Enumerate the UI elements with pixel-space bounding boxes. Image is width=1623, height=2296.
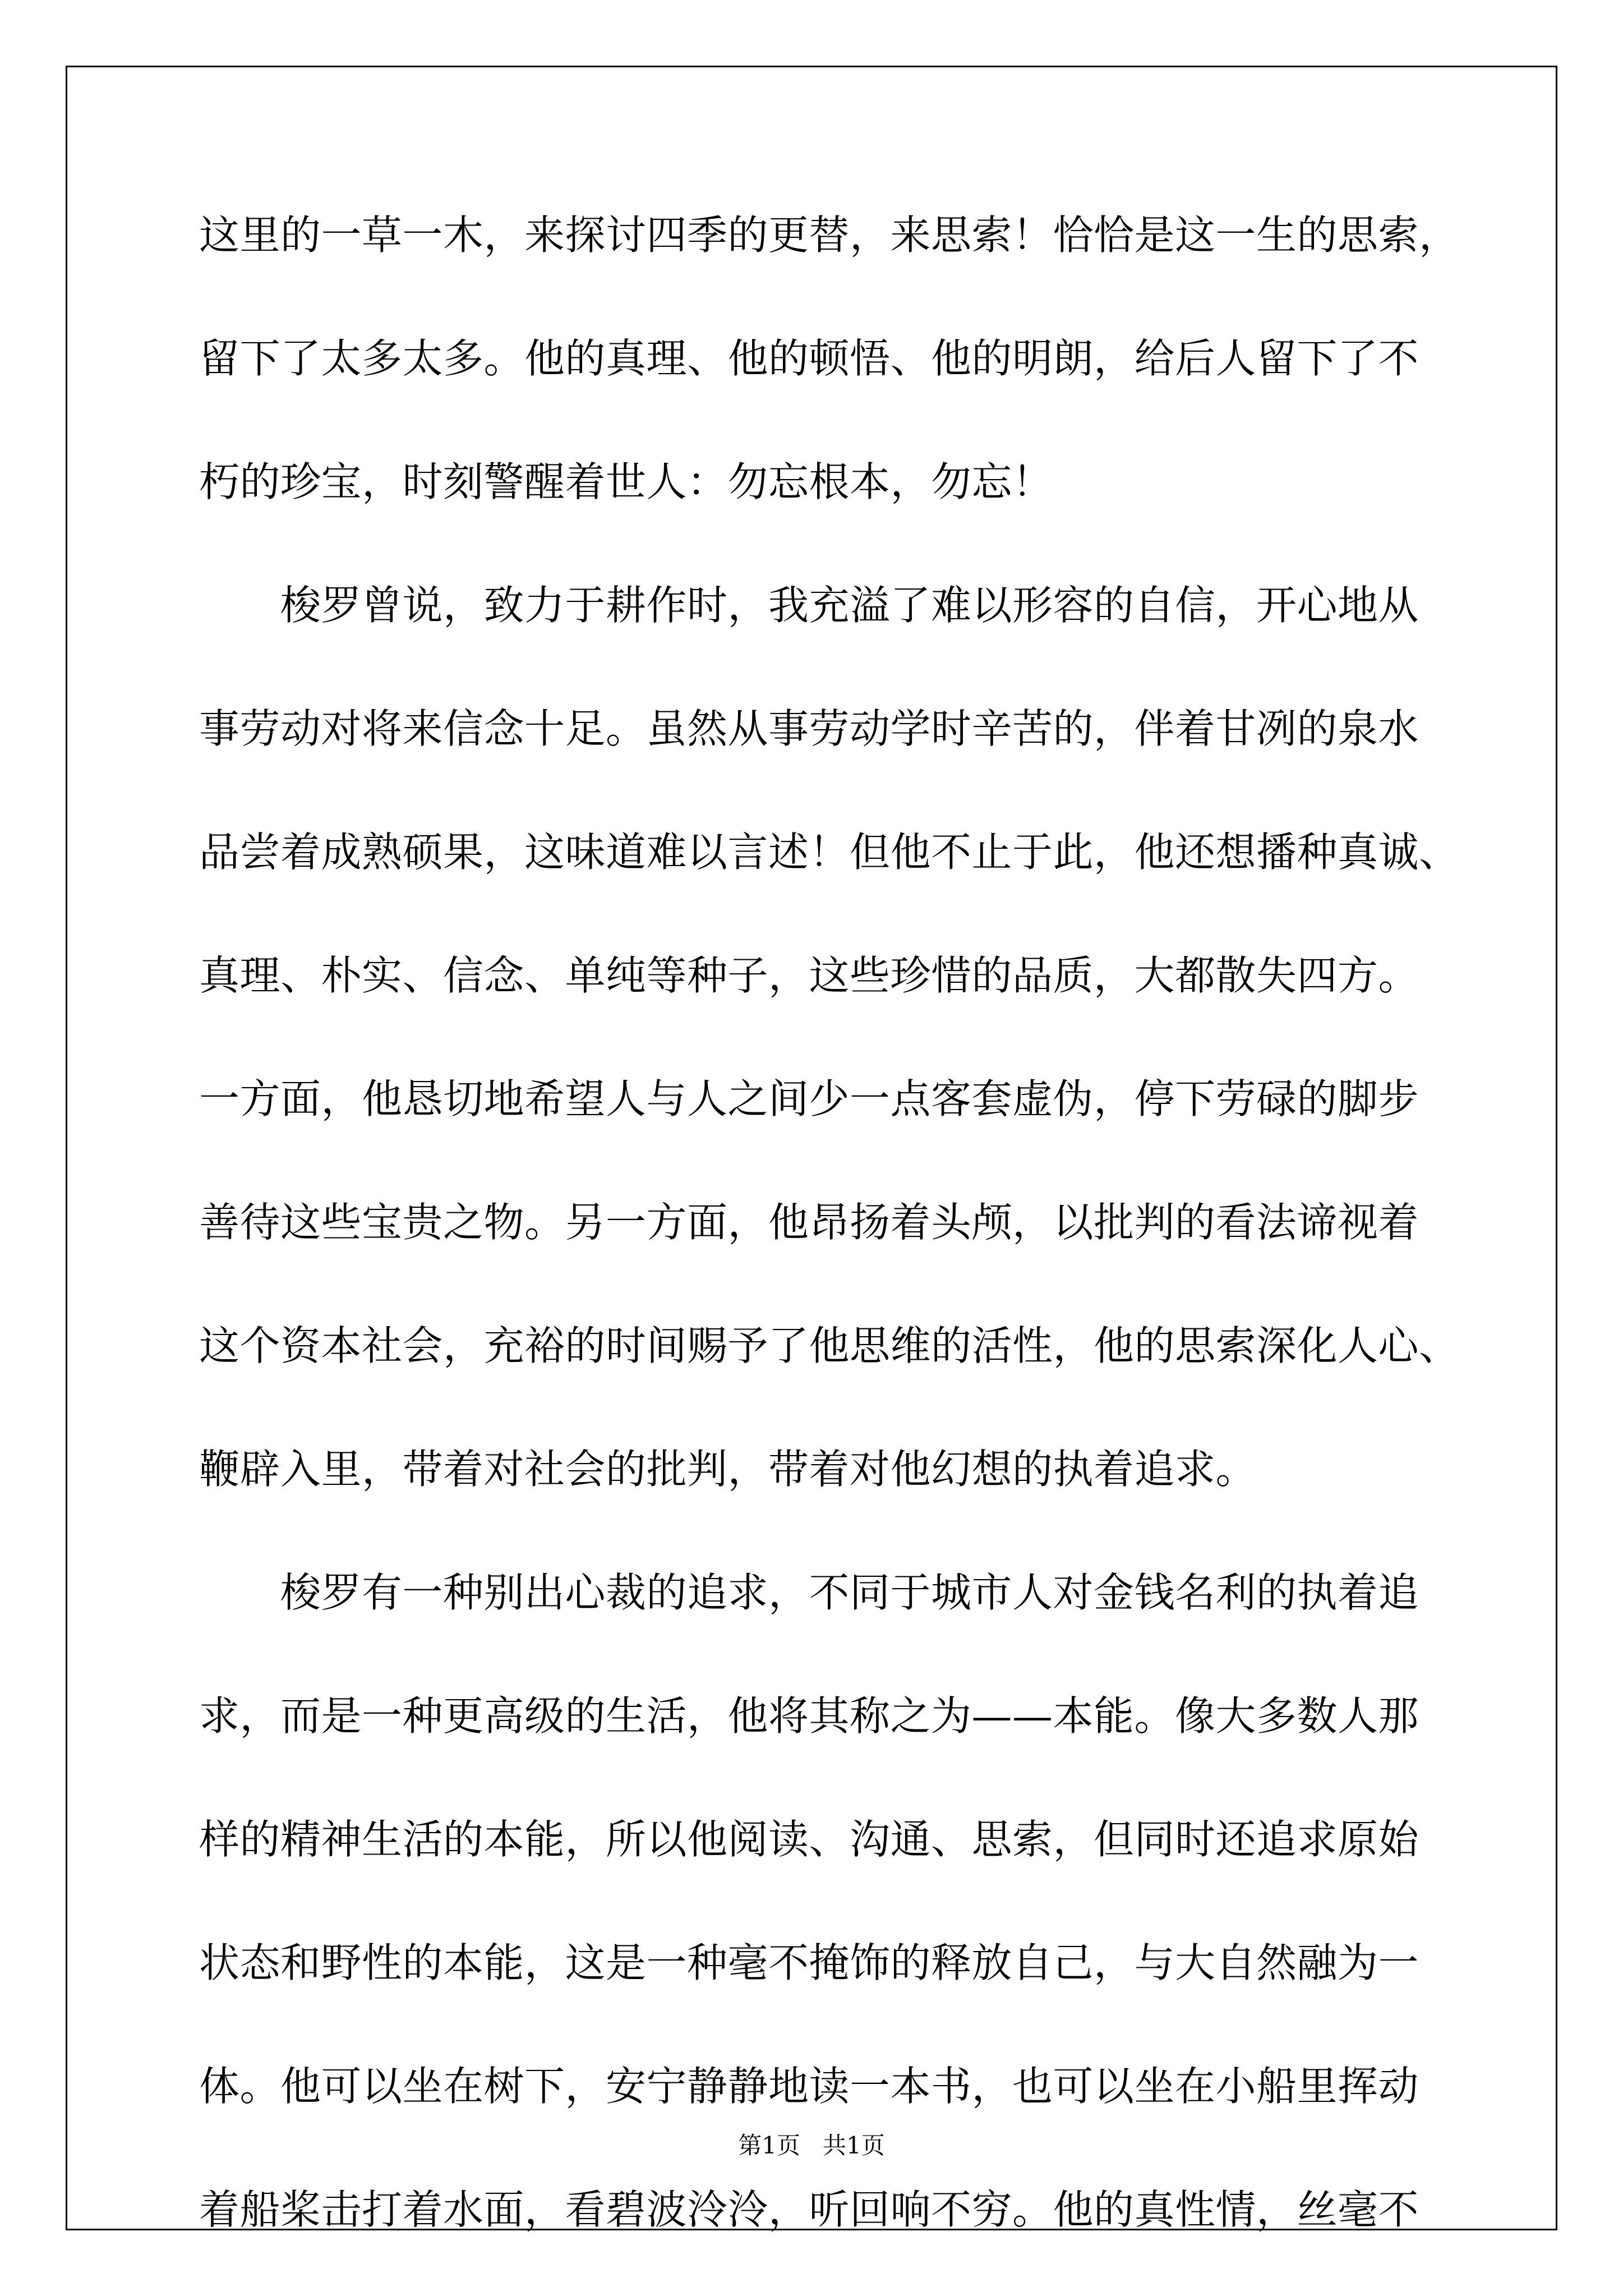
text-line: 留下了太多太多。他的真理、他的顿悟、他的明朗，给后人留下了不 [199,335,1419,382]
text-line: 一方面，他恳切地希望人与人之间少一点客套虚伪，停下劳碌的脚步 [199,1075,1419,1122]
text-line: 样的精神生活的本能，所以他阅读、沟通、思索，但同时还追求原始 [199,1816,1419,1863]
text-line: 这个资本社会，充裕的时间赐予了他思维的活性，他的思索深化人心、 [199,1322,1460,1369]
text-line: 求，而是一种更高级的生活，他将其称之为——本能。像大多数人那 [199,1692,1419,1740]
text-line: 鞭辟入里，带着对社会的批判，带着对他幻想的执着追求。 [199,1446,1257,1493]
text-line: 梭罗曾说，致力于耕作时，我充溢了难以形容的自信，开心地从 [199,582,1419,629]
text-line: 品尝着成熟硕果，这味道难以言述！但他不止于此，他还想播种真诚、 [199,829,1460,876]
text-line: 状态和野性的本能，这是一种毫不掩饰的释放自己，与大自然融为一 [199,1939,1419,1986]
text-line: 朽的珍宝，时刻警醒着世人：勿忘根本，勿忘！ [199,458,1053,505]
text-line: 这里的一草一木，来探讨四季的更替，来思索！恰恰是这一生的思索， [199,211,1460,259]
text-line: 真理、朴实、信念、单纯等种子，这些珍惜的品质，大都散失四方。 [199,952,1419,999]
text-line: 善待这些宝贵之物。另一方面，他昂扬着头颅，以批判的看法谛视着 [199,1199,1419,1246]
text-line: 体。他可以坐在树下，安宁静静地读一本书，也可以坐在小船里挥动 [199,2063,1419,2110]
text-line: 着船桨击打着水面，看碧波泠泠，听回响不穷。他的真性情，丝毫不 [199,2186,1419,2233]
page-number: 第1页 [738,2132,800,2159]
text-line: 梭罗有一种别出心裁的追求，不同于城市人对金钱名利的执着追 [199,1569,1419,1616]
text-line: 事劳动对将来信念十足。虽然从事劳动学时辛苦的，伴着甘冽的泉水 [199,705,1419,752]
page-footer [0,2126,1623,2165]
page-total: 共1页 [823,2132,885,2159]
